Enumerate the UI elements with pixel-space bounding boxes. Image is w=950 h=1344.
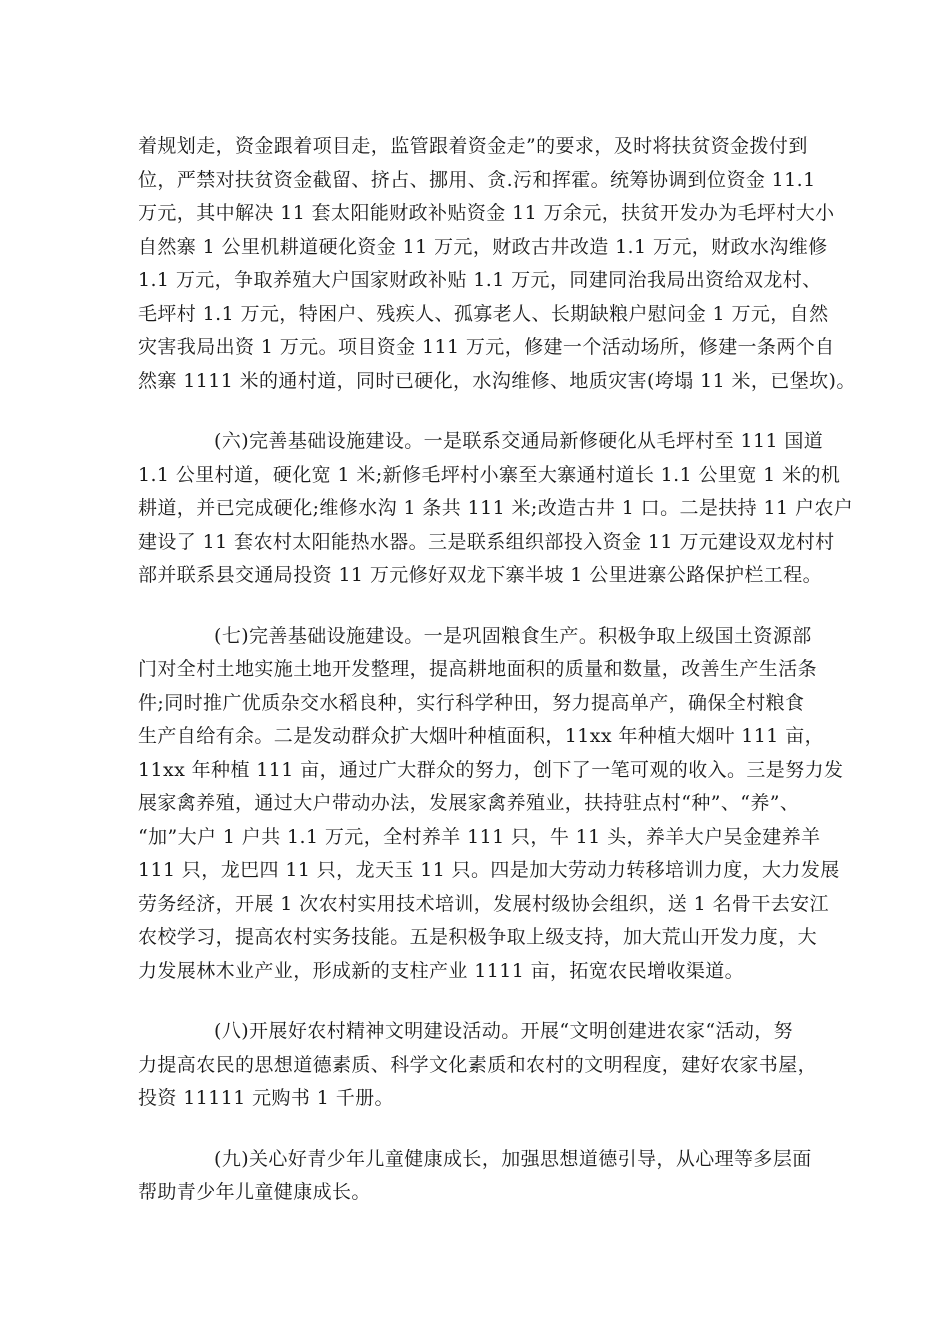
text-line: 力提高农民的思想道德素质、科学文化素质和农村的文明程度，建好农家书屋， xyxy=(138,1053,818,1076)
text-line: “加”大户 1 户共 1.1 万元，全村养羊 111 只，牛 11 头，养羊大户吴金建养羊 xyxy=(138,825,821,848)
text-line: (六)完善基础设施建设。一是联系交通局新修硬化从毛坪村至 111 国道 xyxy=(214,430,824,452)
paragraph-section-7 xyxy=(138,620,844,989)
text-line: 着规划走，资金跟着项目走，监管跟着资金走”的要求，及时将扶贫资金拨付到 xyxy=(138,135,808,157)
text-line: 力发展林木业产业，形成新的支柱产业 1111 亩，拓宽农民增收渠道。 xyxy=(138,959,745,982)
document-page xyxy=(138,130,856,1237)
text-line: (九)关心好青少年儿童健康成长，加强思想道德引导，从心理等多层面 xyxy=(214,1147,812,1170)
text-line: 万元，其中解决 11 套太阳能财政补贴资金 11 万余元，扶贫开发办为毛坪村大小 xyxy=(138,202,835,224)
text-line: 建设了 11 套农村太阳能热水器。三是联系组织部投入资金 11 万元建设双龙村村 xyxy=(138,530,835,553)
text-line: 11xx 年种植 111 亩，通过广大群众的努力，创下了一笔可观的收入。三是努力发 xyxy=(138,758,844,781)
text-line: 1.1 公里村道，硬化宽 1 米;新修毛坪村小寨至大寨通村道长 1.1 公里宽 1 米的机 xyxy=(138,463,841,486)
text-line: 劳务经济，开展 1 次农村实用技术培训，发展村级协会组织，送 1 名骨干去安江 xyxy=(138,892,829,915)
paragraph-funding xyxy=(138,130,856,398)
text-line: 展家禽养殖，通过大户带动办法，发展家禽养殖业，扶持驻点村“种”、“养”、 xyxy=(138,792,800,814)
text-line: 111 只，龙巴四 11 只，龙天玉 11 只。四是加大劳动力转移培训力度，大力发展 xyxy=(138,859,840,881)
paragraph-section-8 xyxy=(138,1015,816,1116)
text-line: 帮助青少年儿童健康成长。 xyxy=(138,1181,371,1203)
text-line: 然寨 1111 米的通村道，同时已硬化，水沟维修、地质灾害(垮塌 11 米，已堡坎)。 xyxy=(138,369,856,392)
text-line: 毛坪村 1.1 万元，特困户、残疾人、孤寡老人、长期缺粮户慰问金 1 万元，自然 xyxy=(138,302,829,325)
text-line: 投资 11111 元购书 1 千册。 xyxy=(138,1087,394,1109)
text-line: (七)完善基础设施建设。一是巩固粮食生产。积极争取上级国土资源部 xyxy=(214,624,812,647)
text-line: 耕道，并已完成硬化;维修水沟 1 条共 111 米;改造古井 1 口。二是扶持 11 户农户 xyxy=(138,497,854,519)
text-line: 1.1 万元，争取养殖大户国家财政补贴 1.1 万元，同建同治我局出资给双龙村、 xyxy=(138,269,822,291)
paragraph-section-9 xyxy=(138,1143,816,1210)
text-line: 自然寨 1 公里机耕道硬化资金 11 万元，财政古井改造 1.1 万元，财政水沟维修 xyxy=(138,235,828,258)
text-line: 位，严禁对扶贫资金截留、挤占、挪用、贪.污和挥霍。统筹协调到位资金 11.1 xyxy=(138,168,816,191)
text-line: 部并联系县交通局投资 11 万元修好双龙下寨半坡 1 公里进寨公路保护栏工程。 xyxy=(138,564,823,586)
text-line: 门对全村土地实施土地开发整理，提高耕地面积的质量和数量，改善生产生活条 xyxy=(138,658,818,680)
text-line: 生产自给有余。二是发动群众扩大烟叶种植面积，11xx 年种植大烟叶 111 亩， xyxy=(138,725,824,747)
text-line: 农校学习，提高农村实务技能。五是积极争取上级支持，加大荒山开发力度，大 xyxy=(138,926,818,948)
text-line: 灾害我局出资 1 万元。项目资金 111 万元，修建一个活动场所，修建一条两个自 xyxy=(138,336,835,358)
paragraph-section-6 xyxy=(138,425,854,593)
text-line: (八)开展好农村精神文明建设活动。开展“文明创建进农家“活动，努 xyxy=(214,1020,794,1042)
text-line: 件;同时推广优质杂交水稻良种，实行科学种田，努力提高单产，确保全村粮食 xyxy=(138,691,805,714)
